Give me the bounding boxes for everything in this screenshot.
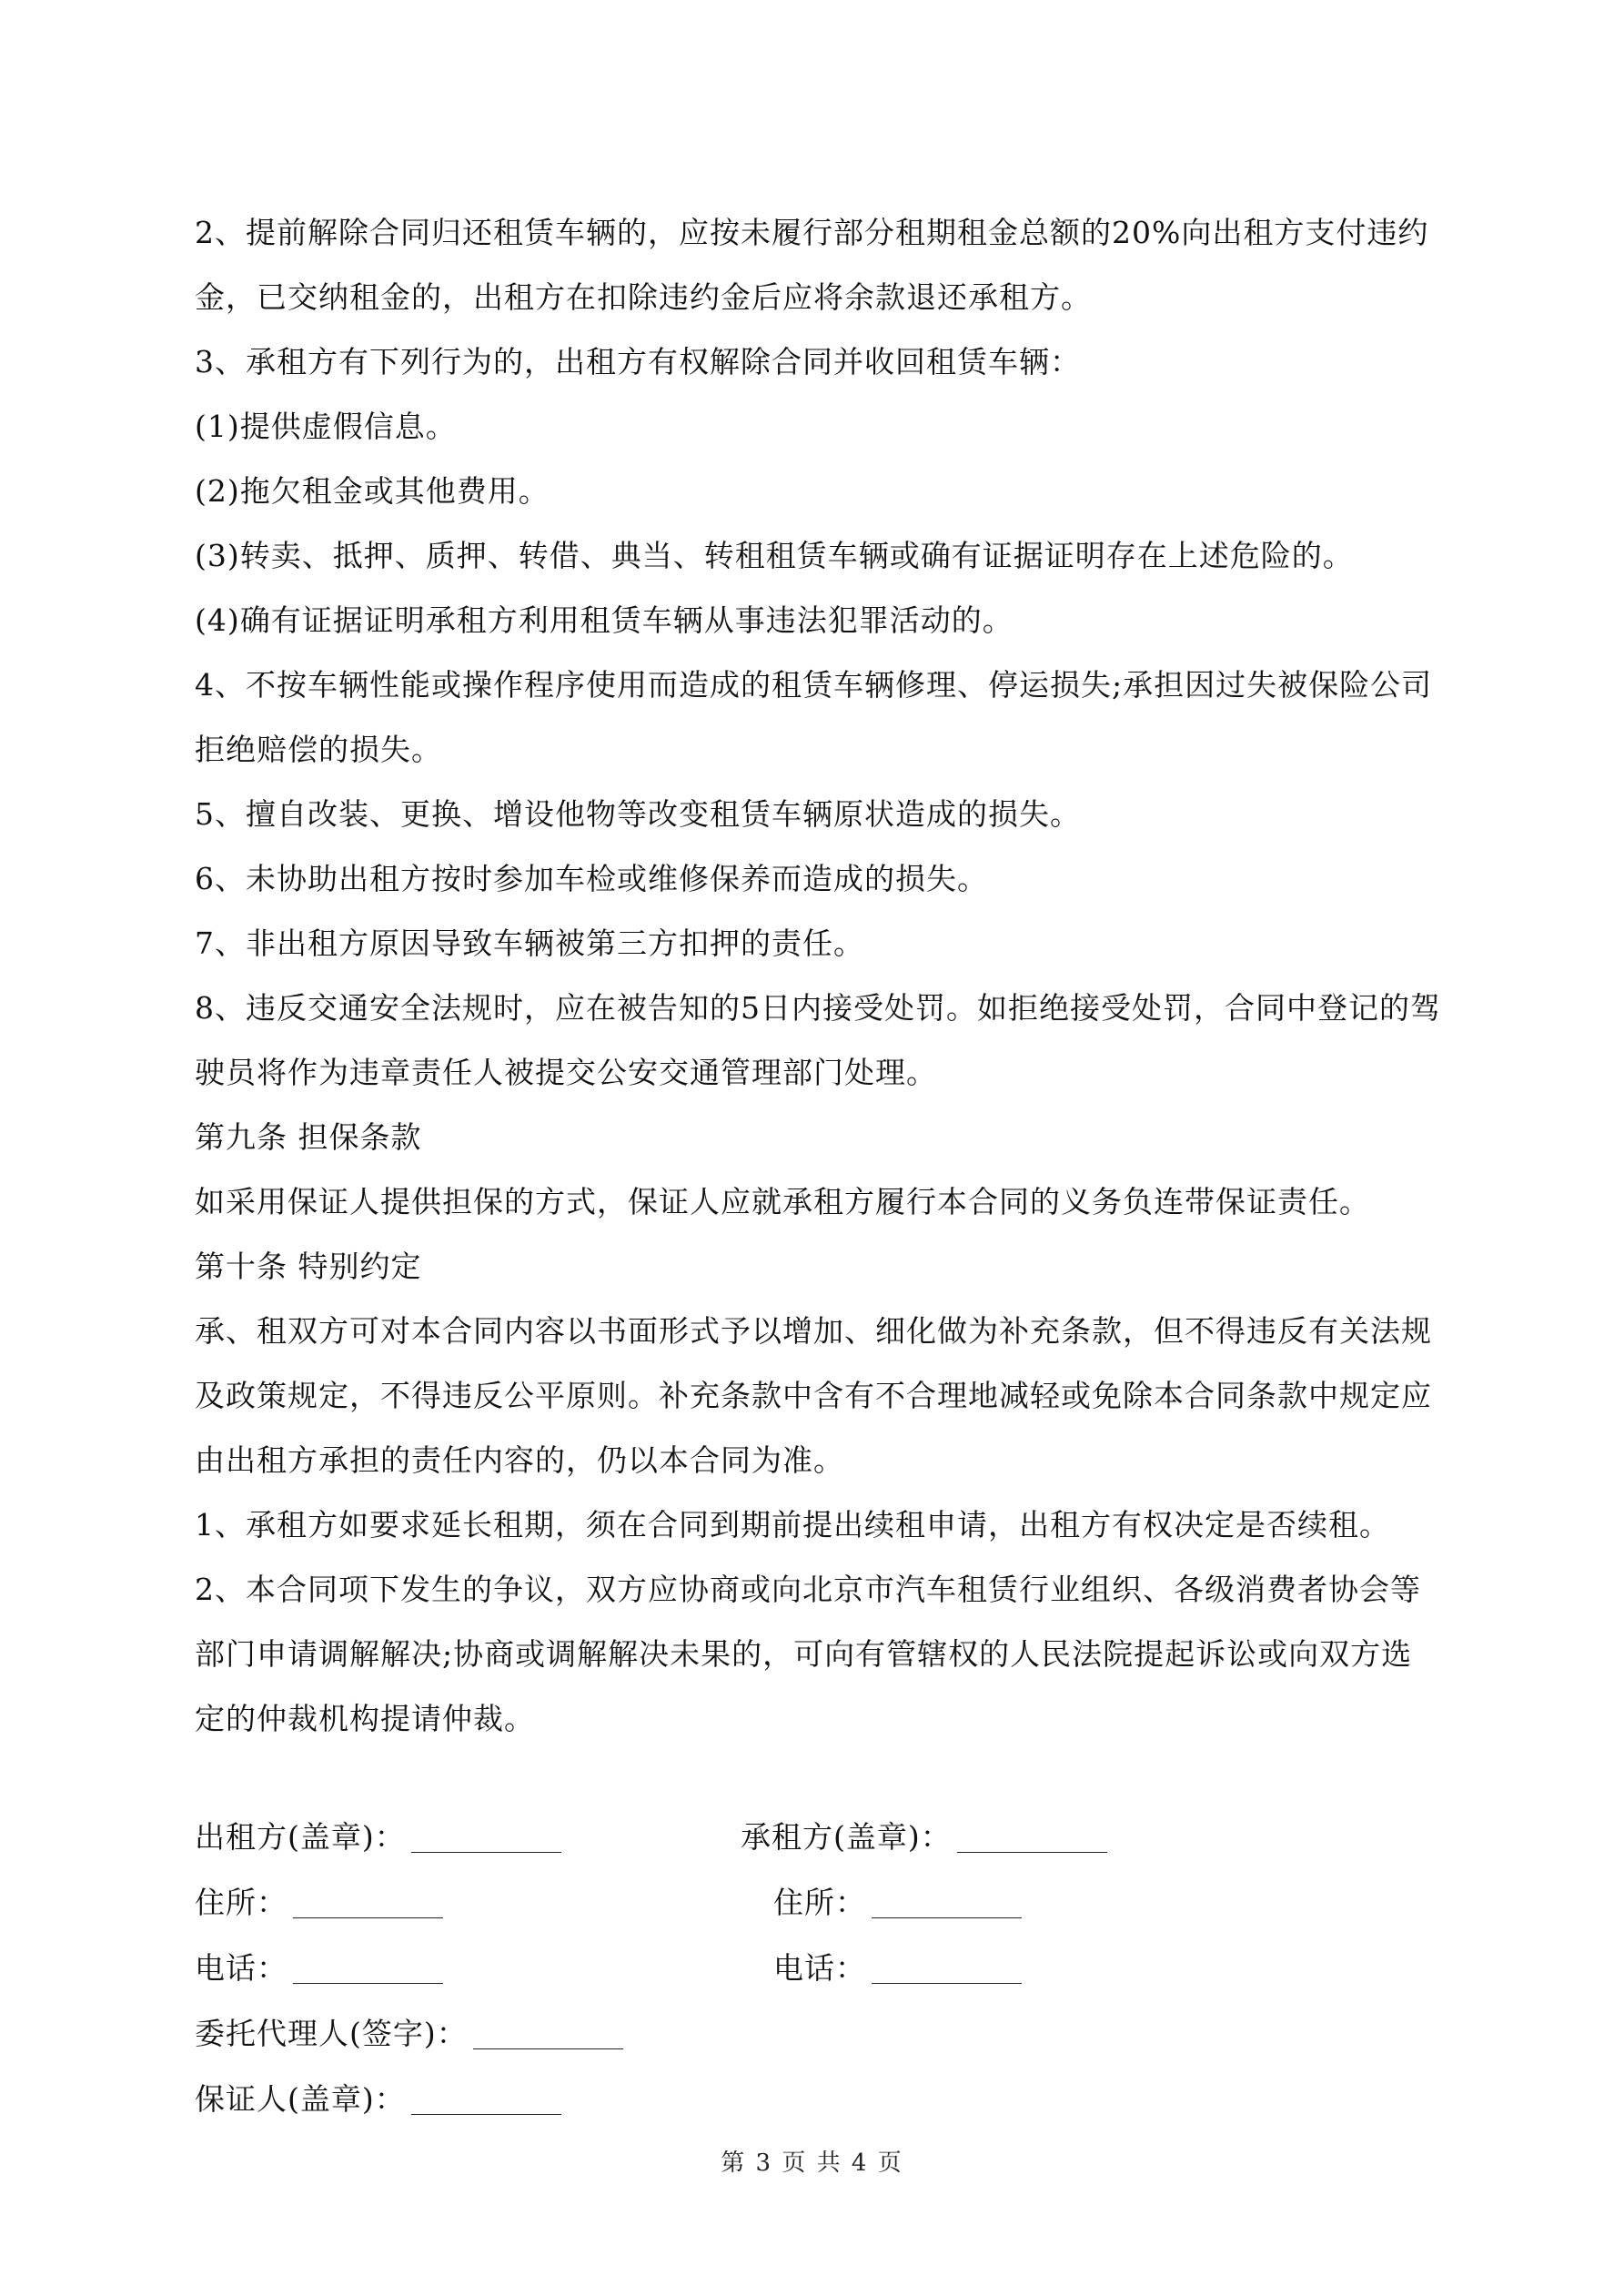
signature-row-address [195,1870,1441,1936]
signature-block [195,1805,1441,2132]
article-9-guarantee: 如采用保证人提供担保的方式，保证人应就承租方履行本合同的义务负连带保证责任。 [195,1184,1370,1219]
clause-8-traffic-violation: 8、违反交通安全法规时，应在被告知的5日内接受处罚。如拒绝接受处罚，合同中登记的驾驶员将作为违章责任人被提交公安交通管理部门处理。 [195,990,1441,1090]
lessee-phone-label: 电话： [773,1950,866,1986]
lessee-address-field [773,1870,1022,1936]
guarantor-seal-field [195,2067,561,2132]
clause-7-seizure-liability: 7、非出租方原因导致车辆被第三方扣押的责任。 [195,925,864,961]
clause-2-early-termination: 2、提前解除合同归还租赁车辆的，应按未履行部分租期租金总额的20%向出租方支付违约金，已交纳租金的，出租方在扣除违约金后应将余款退还承租方。 [195,215,1429,315]
lessor-seal-label: 出租方(盖章)： [195,1819,406,1855]
guarantor-seal-blank [411,2078,561,2115]
signature-row-phone [195,1936,1441,2001]
clause-6-inspection-loss: 6、未协助出租方按时参加车检或维修保养而造成的损失。 [195,861,988,896]
lessor-phone-blank [293,1947,443,1984]
lessor-address-blank [293,1881,443,1918]
lessor-address-field [195,1870,443,1936]
clause-4-repair-loss: 4、不按车辆性能或操作程序使用而造成的租赁车辆修理、停运损失;承担因过失被保险公司拒绝赔偿的损失。 [195,667,1433,767]
signature-row-parties [195,1805,1441,1870]
article-10-heading: 第十条 特别约定 [195,1249,422,1284]
page-number-footer: 第 3 页 共 4 页 [721,2149,903,2177]
clause-3-item-3: (3)转卖、抵押、质押、转借、典当、转租租赁车辆或确有证据证明存在上述危险的。 [195,538,1354,573]
lessee-address-blank [872,1881,1022,1918]
lessee-address-label: 住所： [773,1885,866,1920]
lessor-phone-label: 电话： [195,1950,287,1986]
lessor-address-label: 住所： [195,1885,287,1920]
lessee-seal-field [741,1805,1107,1870]
lessee-phone-blank [872,1947,1022,1984]
lessor-phone-field [195,1936,443,2001]
clause-3-item-2: (2)拖欠租金或其他费用。 [195,473,550,509]
signature-row-agent [195,2001,1441,2067]
agent-signature-label: 委托代理人(签字)： [195,2016,468,2051]
guarantor-seal-label: 保证人(盖章)： [195,2081,406,2117]
signature-row-guarantor [195,2067,1441,2132]
lessor-seal-field [195,1805,561,1870]
lessee-seal-label: 承租方(盖章)： [741,1819,952,1855]
lessee-seal-blank [957,1816,1107,1853]
agent-signature-field [195,2001,623,2067]
contract-body [195,200,1441,1751]
article-10-item-1-renewal: 1、承租方如要求延长租期，须在合同到期前提出续租申请，出租方有权决定是否续租。 [195,1507,1390,1542]
agent-signature-blank [473,2012,623,2049]
clause-3-item-1: (1)提供虚假信息。 [195,409,457,444]
clause-3-item-4: (4)确有证据证明承租方利用租赁车辆从事违法犯罪活动的。 [195,602,1014,638]
article-10-special-terms: 承、租双方可对本合同内容以书面形式予以增加、细化做为补充条款，但不得违反有关法规及政策规定，不得违反公平原则。补充条款中含有不合理地减轻或免除本合同条款中规定应由出租方承担的责任内容的，仍以本合同为准。 [195,1313,1432,1478]
article-9-heading: 第九条 担保条款 [195,1119,422,1155]
lessor-seal-blank [411,1816,561,1853]
clause-3-lessor-rights: 3、承租方有下列行为的，出租方有权解除合同并收回租赁车辆： [195,344,1081,379]
lessee-phone-field [773,1936,1022,2001]
article-10-item-2-disputes: 2、本合同项下发生的争议，双方应协商或向北京市汽车租赁行业组织、各级消费者协会等部门申请调解解决;协商或调解解决未果的，可向有管辖权的人民法院提起诉讼或向双方选定的仲裁机构提请仲裁。 [195,1572,1421,1736]
clause-5-modification-loss: 5、擅自改装、更换、增设他物等改变租赁车辆原状造成的损失。 [195,796,1081,832]
